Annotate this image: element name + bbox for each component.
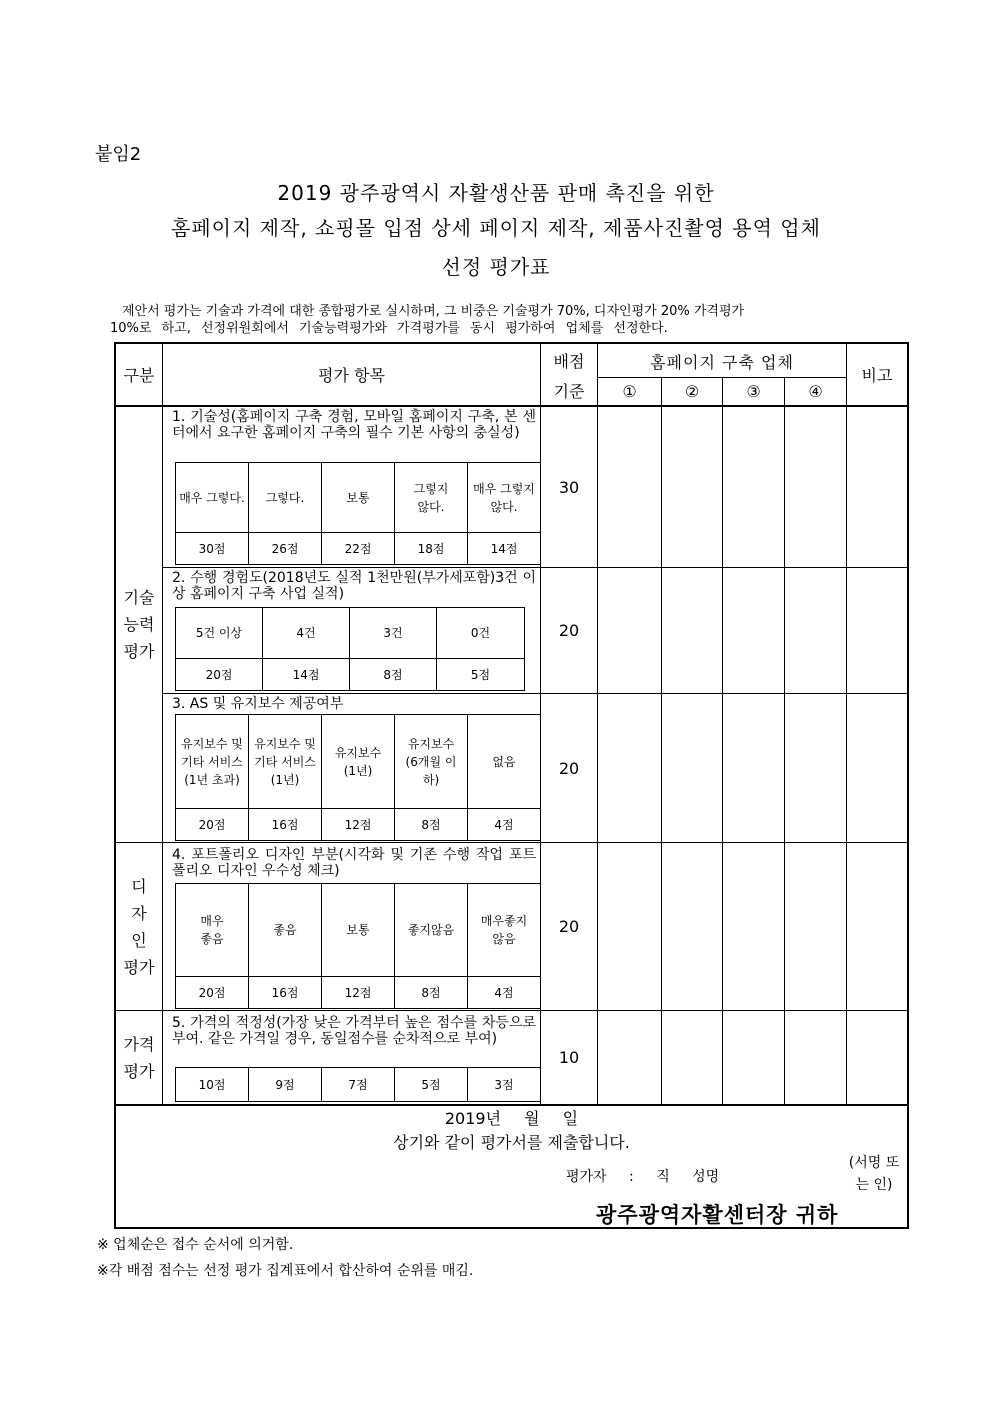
item-4-level-5: 매우좋지 않음 — [480, 914, 528, 946]
item-1-level-1: 매우 그렇다. — [179, 490, 245, 505]
item-5-point-5: 3점 — [494, 1077, 514, 1092]
header-vendors: 홈페이지 구축 업체 — [650, 352, 794, 372]
item-1-point-1: 30점 — [198, 541, 226, 556]
intro-line-2: 10%로 하고, 선정위원회에서 기술능력평가와 가격평가를 동시 평가하여 업체를 선정한다. — [110, 321, 668, 336]
category-design: 디 자 인 평가 — [123, 876, 155, 977]
item-3-level-5: 없음 — [492, 754, 516, 769]
item-3-level-4: 유지보수 (6개월 이하) — [405, 736, 457, 787]
item-4-level-2: 좋음 — [273, 923, 297, 937]
item-2-level-2: 4건 — [296, 626, 316, 640]
item-5-text: 5. 가격의 적정성(가장 낮은 가격부터 높은 점수를 차등으로 부여. 같은 가격일 경우, 동일점수를 순차적으로 부여) — [172, 1015, 536, 1047]
item-3-point-3: 12점 — [344, 817, 372, 832]
footer-date: 2019년 월 일 — [444, 1109, 579, 1128]
item-5-point-2: 9점 — [275, 1077, 295, 1092]
intro-line-1: 제안서 평가는 기술과 가격에 대한 종합평가로 실시하며, 그 비중은 기술평가 70%, 디자인평가 20% 가격평가 — [122, 304, 745, 319]
item-1-level-5: 매우 그렇지 않다. — [473, 481, 535, 514]
item-4-point-5: 4점 — [494, 985, 514, 1000]
item-1-point-5: 14점 — [490, 541, 518, 556]
item-3-point-1: 20점 — [198, 817, 226, 832]
category-tech: 기술 능력 평가 — [123, 588, 155, 661]
item-2-text: 2. 수행 경험도(2018년도 실적 1천만원(부가세포함)3건 이상 홈페이지 구축 사업 실적) — [172, 570, 536, 602]
vendor-2: ② — [684, 382, 700, 401]
score-item-1: 30 — [558, 477, 580, 497]
header-category: 구분 — [123, 366, 155, 385]
item-5-grid — [175, 1067, 541, 1102]
vendor-3: ③ — [746, 382, 761, 401]
item-1-grid — [175, 462, 541, 565]
item-5-point-1: 10점 — [198, 1077, 226, 1092]
evaluation-table — [114, 342, 909, 1229]
header-score-top: 배점 — [553, 351, 585, 371]
item-3-grid — [175, 714, 541, 841]
item-4-point-2: 16점 — [271, 985, 299, 1000]
item-1-level-4: 그렇지 않다. — [413, 481, 449, 514]
footer-evaluator: 평가자 : 직 성명 — [566, 1169, 720, 1185]
category-price: 가격 평가 — [123, 1034, 155, 1081]
item-3-point-5: 4점 — [494, 817, 514, 832]
item-3-level-2: 유지보수 및 기타 서비스 (1년) — [254, 736, 316, 787]
header-score-bottom: 기준 — [553, 381, 585, 401]
item-5-point-3: 7점 — [348, 1077, 368, 1092]
item-4-level-3: 보통 — [346, 923, 370, 937]
item-4-grid — [175, 883, 541, 1009]
item-2-point-3: 8점 — [383, 667, 403, 682]
vendor-4: ④ — [808, 382, 823, 401]
score-item-2: 20 — [558, 621, 580, 640]
note-1: ※ 업체순은 접수 순서에 의거함. — [97, 1237, 294, 1253]
item-4-point-1: 20점 — [198, 985, 226, 1000]
score-item-3: 20 — [558, 758, 580, 778]
item-1-text: 1. 기술성(홈페이지 구축 경험, 모바일 홈페이지 구축, 본 센터에서 요구한 홈페이지 구축의 필수 기본 사항의 충실성) — [172, 409, 536, 441]
item-3-point-2: 16점 — [271, 817, 299, 832]
item-2-level-1: 5건 이상 — [195, 626, 243, 640]
vendor-1: ① — [622, 382, 637, 401]
item-2-point-4: 5점 — [470, 667, 491, 682]
item-2-point-2: 14점 — [292, 667, 320, 682]
item-4-text: 4. 포트폴리오 디자인 부분(시각화 및 기존 수행 작업 포트폴리오 디자인 우수성 체크) — [172, 847, 536, 879]
item-2-level-3: 3건 — [383, 626, 403, 640]
header-items: 평가 항목 — [318, 366, 385, 385]
footer-addressee: 광주광역자활센터장 귀하 — [596, 1203, 839, 1227]
item-5-point-4: 5점 — [421, 1077, 441, 1092]
item-4-level-1: 매우 좋음 — [200, 914, 224, 946]
item-4-point-3: 12점 — [344, 985, 372, 1000]
footer-sign: (서명 또는 인) — [848, 1155, 900, 1193]
item-3-point-4: 8점 — [421, 817, 441, 832]
item-1-level-3: 보통 — [346, 490, 370, 505]
item-1-level-2: 그렇다. — [265, 490, 305, 505]
item-2-point-1: 20점 — [205, 667, 233, 682]
score-item-4: 20 — [558, 917, 580, 936]
score-item-5: 10 — [558, 1048, 580, 1067]
item-3-level-3: 유지보수 (1년) — [334, 745, 382, 778]
note-2: ※각 배점 점수는 선정 평가 집계표에서 합산하여 순위를 매김. — [97, 1263, 474, 1279]
item-4-point-4: 8점 — [421, 985, 441, 1000]
title-line-2: 홈페이지 제작, 쇼핑몰 입점 상세 페이지 제작, 제품사진촬영 용역 업체 — [171, 216, 821, 240]
title-line-1: 2019 광주광역시 자활생산품 판매 촉진을 위한 — [277, 181, 715, 205]
item-1-point-4: 18점 — [417, 541, 445, 556]
header-note: 비고 — [861, 366, 893, 385]
item-1-point-3: 22점 — [344, 541, 372, 556]
item-3-text: 3. AS 및 유지보수 제공여부 — [172, 696, 344, 712]
item-2-level-4: 0건 — [470, 626, 491, 640]
footer-statement: 상기와 같이 평가서를 제출합니다. — [393, 1133, 630, 1152]
title-line-3: 선정 평가표 — [441, 255, 551, 279]
item-2-grid — [175, 607, 525, 691]
item-3-level-1: 유지보수 및 기타 서비스 (1년 초과) — [181, 736, 243, 787]
item-4-level-4: 좋지않음 — [407, 923, 455, 937]
attachment-label: 붙임2 — [95, 144, 142, 165]
item-1-point-2: 26점 — [271, 541, 299, 556]
